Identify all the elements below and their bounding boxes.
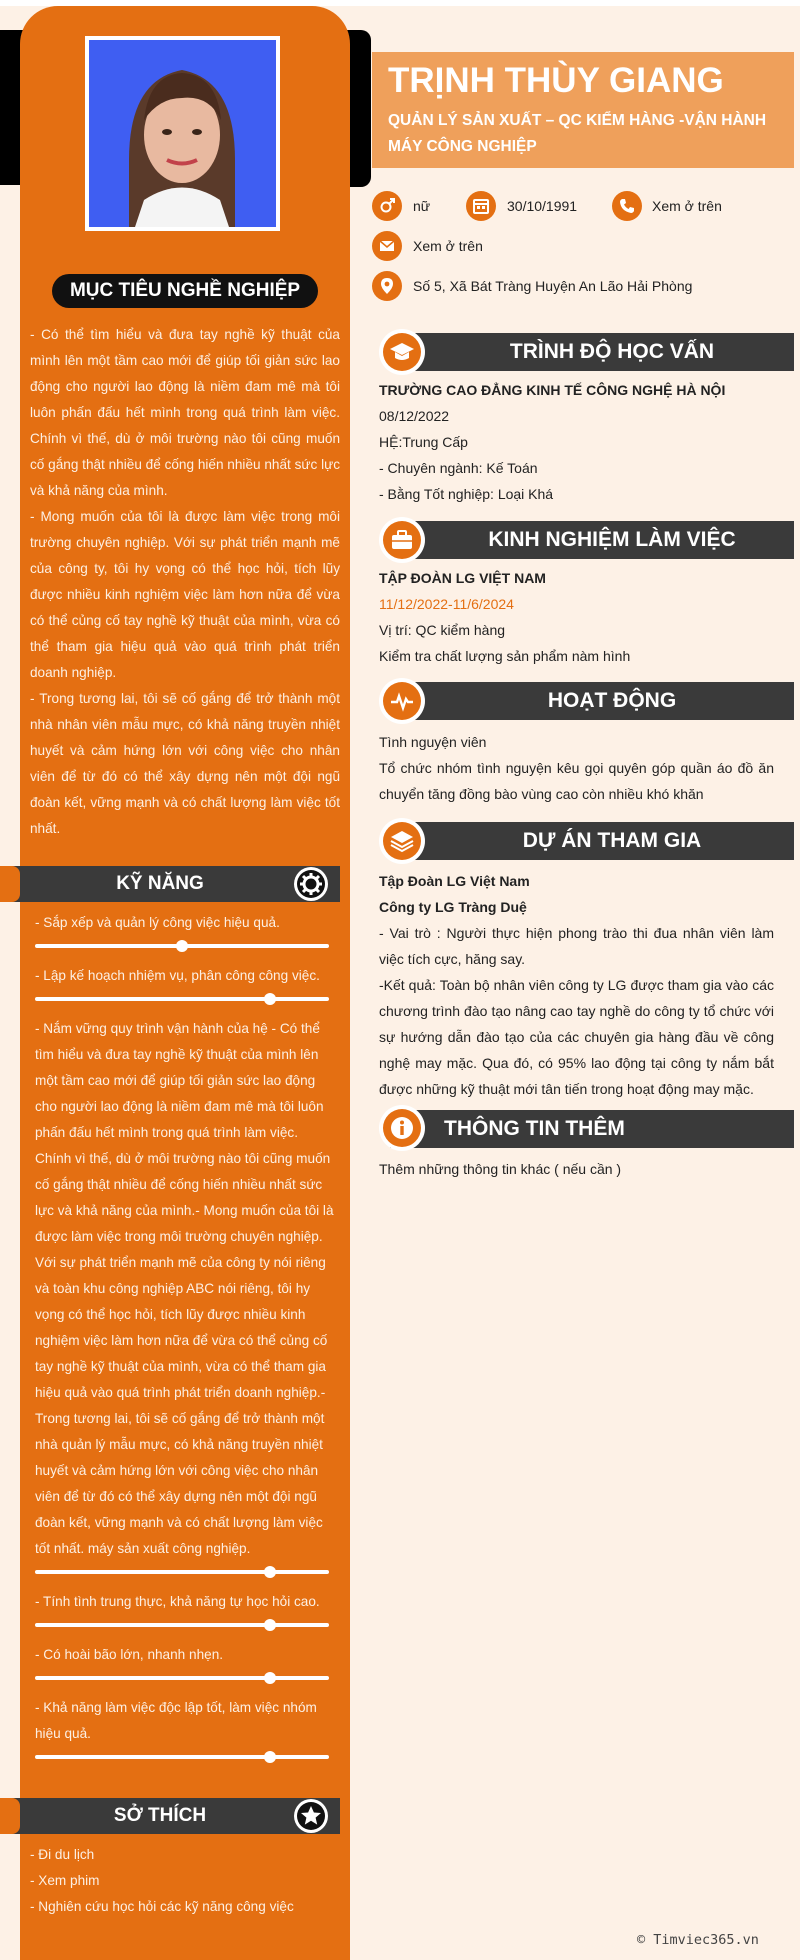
hobbies-list — [30, 1842, 330, 1920]
objective-text — [30, 322, 340, 842]
skill-item — [35, 910, 335, 948]
skill-knob — [264, 1566, 276, 1578]
header — [372, 52, 794, 168]
education-title: TRÌNH ĐỘ HỌC VẤN — [509, 340, 715, 363]
footer-brand: © Timviec365.vn — [637, 1932, 759, 1948]
additional-title: THÔNG TIN THÊM — [444, 1117, 625, 1140]
education-header — [390, 333, 794, 371]
education-line: - Chuyên ngành: Kế Toán — [379, 460, 538, 476]
calendar-icon — [466, 191, 496, 221]
skill-text: - Khả năng làm việc độc lập tốt, làm việc nhóm hiệu quả. — [35, 1700, 317, 1741]
skill-item — [35, 1016, 335, 1574]
skill-item — [35, 1695, 335, 1759]
info-icon — [379, 1105, 425, 1151]
briefcase-icon — [379, 517, 425, 563]
activities-title: HOẠT ĐỘNG — [547, 689, 677, 712]
skill-text: - Sắp xếp và quản lý công việc hiệu quả. — [35, 915, 280, 930]
objective-paragraph: - Mong muốn của tôi là được làm việc trong môi trường chuyên nghiệp. Với sự phát triển mạnh mẽ của công ty, tôi hy vọng có thể học hỏi, tích lũy được nhiều kinh nghiệm việc làm hơn nữa để vừa có thể củng cố tay nghề kỹ thuật của mình, vừa có thể tham gia hiệu quả vào quá trình phát triển doanh nghiệp. — [30, 509, 340, 680]
skill-item — [35, 1642, 335, 1680]
skills-title: KỸ NĂNG — [116, 873, 204, 894]
experience-period: 11/12/2022-11/6/2024 — [379, 596, 514, 612]
hobbies-header — [10, 1798, 340, 1834]
projects-title: DỰ ÁN THAM GIA — [522, 829, 702, 852]
skill-knob — [264, 993, 276, 1005]
objective-title: MỤC TIÊU NGHỀ NGHIỆP — [52, 274, 318, 308]
list-item: - Đi du lịch — [30, 1847, 95, 1862]
additional-header — [390, 1110, 794, 1148]
email-icon — [372, 231, 402, 261]
education-details — [379, 377, 774, 507]
email-value: Xem ở trên — [413, 238, 483, 254]
objective-paragraph: - Có thể tìm hiểu và đưa tay nghề kỹ thuật của mình lên một tầm cao mới để giúp tối giản sức lao động cho người lao động là niềm đam mê mà tôi luôn phấn đấu hết mình trong quá trình làm việc. Chính vì thế, dù ở môi trường nào tôi cũng muốn cố gắng thật nhiều để cống hiến nhiều nhất sức lực và khả năng của mình. — [30, 327, 340, 498]
phone-icon — [612, 191, 642, 221]
company-name: TẬP ĐOÀN LG VIỆT NAM — [379, 570, 546, 586]
skill-text: - Tính tình trung thực, khả năng tự học hỏi cao. — [35, 1594, 320, 1609]
layers-icon — [379, 818, 425, 864]
skill-bar — [35, 997, 329, 1001]
birthdate-value: 30/10/1991 — [507, 198, 578, 214]
activities-header — [390, 682, 794, 720]
experience-line: Vị trí: QC kiểm hàng — [379, 622, 506, 638]
sidebar — [20, 6, 350, 1960]
project-company: Công ty LG Tràng Duệ — [379, 899, 527, 915]
project-line: -Kết quả: Toàn bộ nhân viên công ty LG được tham gia vào các chương trình đào tạo nâng cao tay nghề do công ty tổ chức với sự hướng dẫn đào tạo của các chuyên gia hàng đầu về công nghệ may mặc. Qua đó, có 95% lao động tại công ty nắm bắt được những kỹ thuật mới tân tiến trong hoạt động may mặc. — [379, 977, 774, 1097]
skill-bar — [35, 1570, 329, 1574]
job-title: QUẢN LÝ SẢN XUẤT – QC KIỂM HÀNG -VẬN HÀNH MÁY CÔNG NGHIỆP — [388, 112, 767, 155]
graduation-cap-icon — [379, 329, 425, 375]
candidate-name: TRỊNH THÙY GIANG — [388, 61, 724, 100]
list-item: - Xem phim — [30, 1873, 100, 1888]
skill-bar — [35, 1755, 329, 1759]
education-date: 08/12/2022 — [379, 408, 450, 424]
experience-details — [379, 565, 774, 669]
skill-bar — [35, 1676, 329, 1680]
projects-details — [379, 868, 774, 1102]
hobbies-title: SỞ THÍCH — [113, 1805, 207, 1826]
skill-bar — [35, 1623, 329, 1627]
skill-knob — [264, 1672, 276, 1684]
skill-item — [35, 1589, 335, 1627]
address-value: Số 5, Xã Bát Tràng Huyện An Lão Hải Phòng — [413, 278, 693, 294]
experience-title: KINH NGHIỆM LÀM VIỆC — [488, 528, 736, 551]
list-item: - Nghiên cứu học hỏi các kỹ năng công việc — [30, 1899, 294, 1914]
experience-line: Kiểm tra chất lượng sản phẩm nàm hình — [379, 648, 631, 664]
gear-icon — [294, 867, 328, 901]
experience-header — [390, 521, 794, 559]
project-line: - Vai trò : Người thực hiện phong trào thi đua nhân viên làm việc tích cực, hăng say. — [379, 925, 774, 967]
objective-paragraph: - Trong tương lai, tôi sẽ cố gắng để trở thành một nhà nhân viên mẫu mực, có khả năng truyền nhiệt huyết và cảm hứng lớn với công việc cho nhân viên để từ đó có thể xây dựng nên một đội ngũ đoàn kết, vững mạnh và có chất lượng làm việc tốt nhất. — [30, 691, 340, 836]
school-name: TRƯỜNG CAO ĐẲNG KINH TẾ CÔNG NGHỆ HÀ NỘI — [379, 382, 726, 398]
skill-text: - Lập kế hoạch nhiệm vụ, phân công công việc. — [35, 968, 320, 983]
skill-knob — [264, 1619, 276, 1631]
skill-bar — [35, 944, 329, 948]
skills-header — [10, 866, 340, 902]
phone-value: Xem ở trên — [652, 198, 722, 214]
skill-knob — [176, 940, 188, 952]
projects-header — [390, 822, 794, 860]
skill-text: - Nắm vững quy trình vận hành của hệ - Có thể tìm hiểu và đưa tay nghề kỹ thuật của mình lên một tầm cao mới để giúp tối giản sức lao động cho người lao động là niềm đam mê mà tôi luôn phấn đấu hết mình trong quá trình làm việc. Chính vì thế, dù ở môi trường nào tôi cũng muốn cố gắng thật nhiều để cống hiến nhiều nhất sức lực và khả năng của mình.- Mong muốn của tôi là được làm việc trong môi trường chuyên nghiệp. Với sự phát triển mạnh mẽ của công ty nói riêng và toàn khu công nghiệp ABC nói riêng, tôi hy vọng có thể học hỏi, tích lũy được nhiều kinh nghiệm việc làm hơn nữa để vừa có thể củng cố tay nghề kỹ thuật của mình, vừa có thể tham gia hiệu quả vào quá trình phát triển doanh nghiệp.- Trong tương lai, tôi sẽ cố gắng để trở thành một nhà quản lý mẫu mực, có khả năng truyền nhiệt huyết và cảm hứng lớn với công việc cho nhân viên để từ đó có thể xây dựng nên một đội ngũ đoàn kết, vững mạnh và có chất lượng làm việc tốt nhất. máy sản xuất công nghiệp. — [35, 1021, 334, 1556]
gender-value: nữ — [413, 198, 431, 214]
skill-knob — [264, 1751, 276, 1763]
education-line: HỆ:Trung Cấp — [379, 434, 468, 450]
project-org: Tập Đoàn LG Việt Nam — [379, 873, 530, 889]
avatar — [85, 36, 280, 231]
additional-text: Thêm những thông tin khác ( nếu cần ) — [379, 1161, 622, 1177]
skill-item — [35, 963, 335, 1001]
activity-line: Tổ chức nhóm tình nguyện kêu gọi quyên góp quần áo đồ ăn chuyển tăng đồng bào vùng cao còn nhiều khó khăn — [379, 760, 774, 802]
activities-details — [379, 729, 774, 807]
activity-line: Tình nguyện viên — [379, 734, 487, 750]
gender-icon — [372, 191, 402, 221]
pulse-icon — [379, 678, 425, 724]
portrait-photo — [89, 40, 276, 227]
star-icon — [294, 1799, 328, 1833]
skill-text: - Có hoài bão lớn, nhanh nhẹn. — [35, 1647, 224, 1662]
education-line: - Bằng Tốt nghiệp: Loại Khá — [379, 486, 554, 502]
location-icon — [372, 271, 402, 301]
